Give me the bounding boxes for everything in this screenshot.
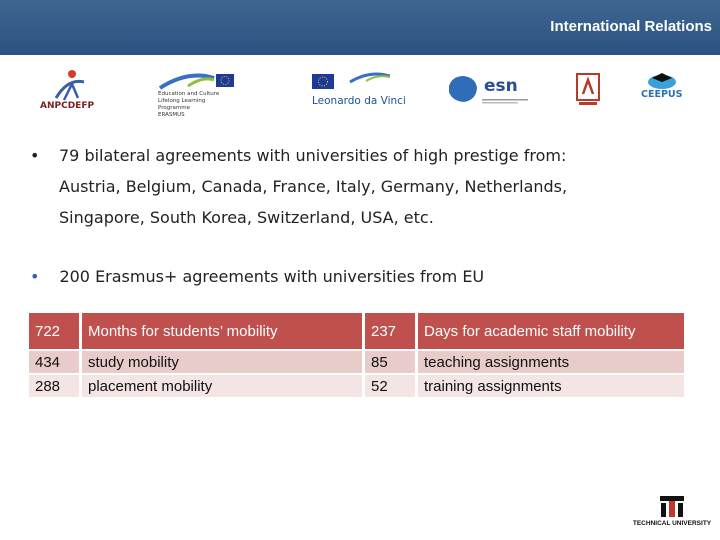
crest-icon [575,72,603,108]
header-cell: Months for students’ mobility [82,313,362,349]
table-cell: placement mobility [82,375,362,397]
bullet-symbol-blue: • [30,267,40,286]
leonardo-caption: Leonardo da Vinci [312,95,406,107]
bullet-line-1: 79 bilateral agreements with universities of high prestige from: [59,146,567,165]
ceepus-label: CEEPUS [641,89,683,100]
table-row [29,375,684,397]
mobility-stats-table [26,311,687,399]
bullet-line-2: Austria, Belgium, Canada, France, Italy, Germany, Netherlands, [59,177,568,196]
esn-label: esn [484,76,518,96]
table-cell: 85 [365,351,415,373]
eu-flag-icon [158,70,238,92]
header-cell: 237 [365,313,415,349]
anpcdefp-logo [38,68,100,112]
bullet-line-3: Singapore, South Korea, Switzerland, USA, etc. [59,208,434,227]
page-title: International Relations [550,18,712,35]
bullet-bilateral-agreements [30,140,650,233]
table-cell: study mobility [82,351,362,373]
university-crest-logo [575,72,603,108]
table-cell: 434 [29,351,79,373]
esn-logo [446,72,532,112]
leonardo-logo [310,68,410,112]
bullet-erasmus-agreements [30,267,484,286]
eu-llp-line-3: ERASMUS [158,112,185,118]
technical-university-logo [630,494,714,534]
esn-subtitle-lines-icon [482,98,532,104]
eu-llp-line-1: Education and Culture [158,91,220,97]
university-name: TECHNICAL UNIVERSITY [632,520,712,527]
university-emblem-icon [630,494,714,518]
table-cell: 288 [29,375,79,397]
romania-map-icon [446,72,480,106]
ceepus-cap-icon [640,70,684,90]
header-cell: Days for academic staff mobility [418,313,684,349]
eu-llp-line-2: Lifelong Learning Programme [158,98,206,111]
leonardo-flag-icon [310,68,410,94]
table-header-row [29,313,684,349]
ceepus-logo [640,70,684,104]
anpcdefp-label: ANPCDEFP [40,101,95,111]
bullet-erasmus-text: 200 Erasmus+ agreements with universities from EU [59,267,485,286]
bullet-symbol: • [30,146,40,165]
table-cell: training assignments [418,375,684,397]
header-bar [0,0,720,55]
eu-llp-logo [158,70,238,118]
header-cell: 722 [29,313,79,349]
table-cell: 52 [365,375,415,397]
table-cell: teaching assignments [418,351,684,373]
table-row [29,351,684,373]
